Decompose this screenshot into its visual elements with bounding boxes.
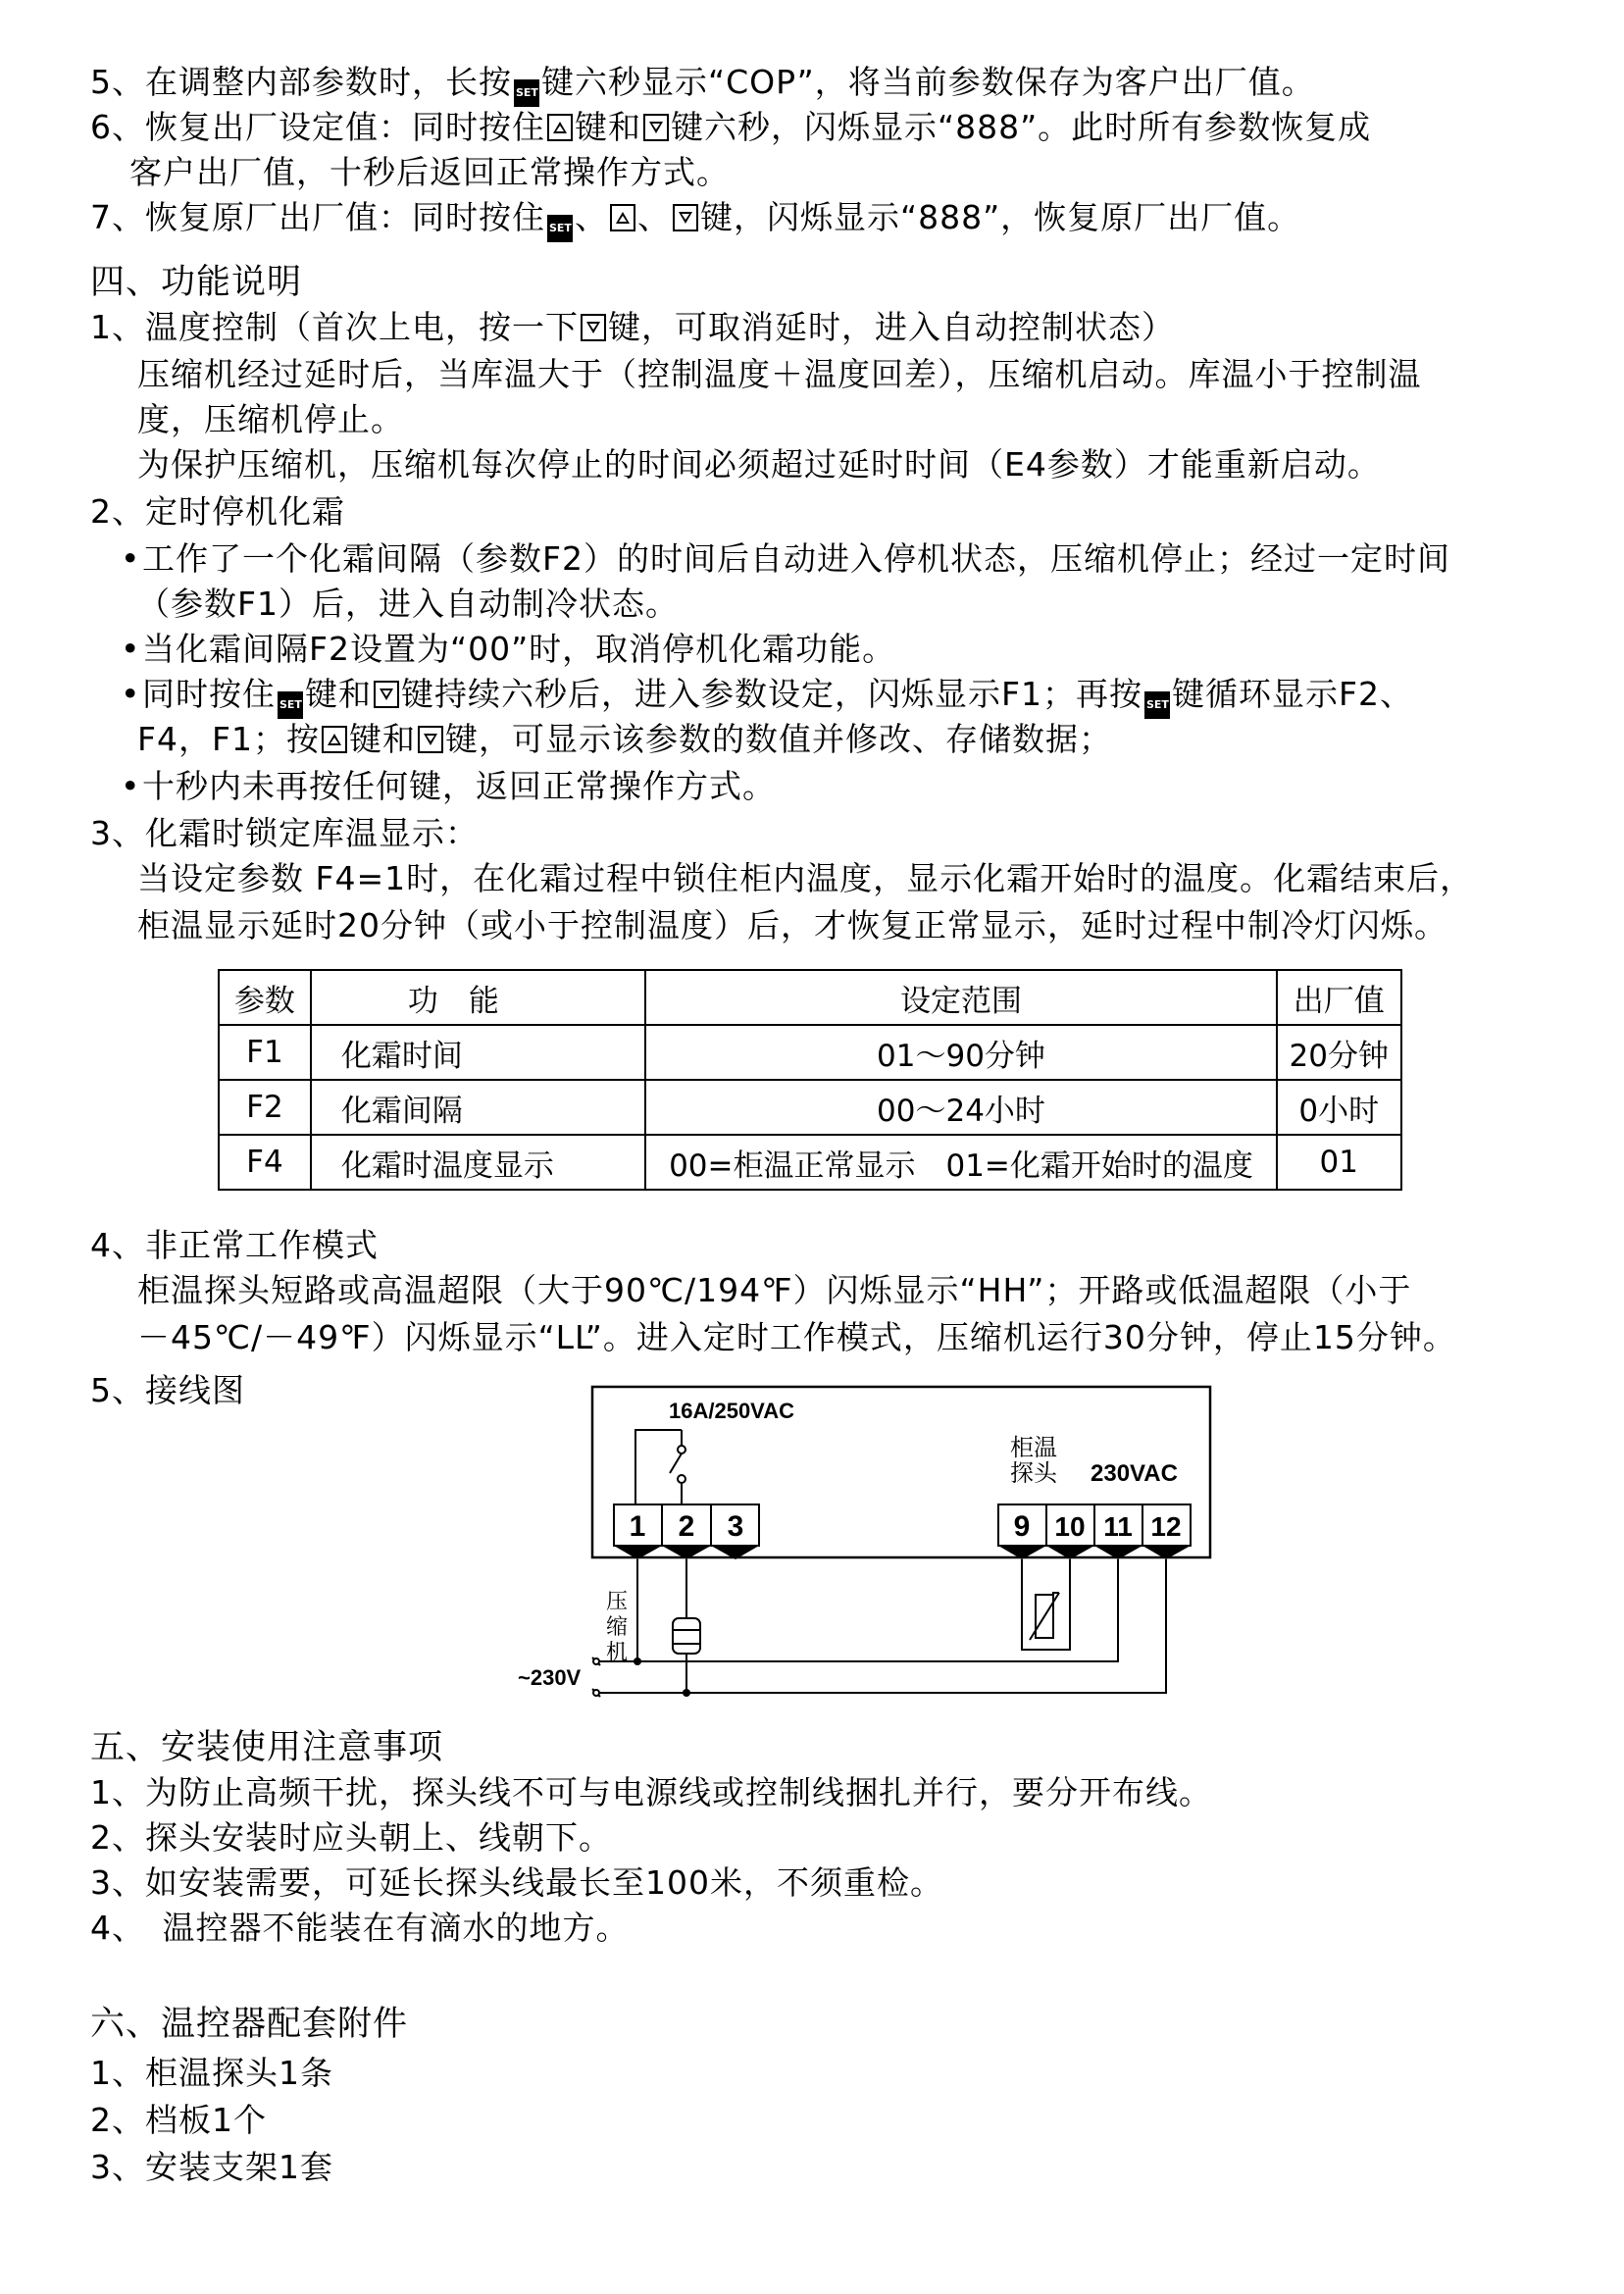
mains-voltage-label: ~230V (518, 1665, 582, 1690)
junction-dot (634, 1657, 641, 1665)
lock-display-title: 3、化霜时锁定库温显示： (90, 814, 479, 852)
table-cell: 01～90分钟 (645, 1025, 1276, 1080)
table-header: 出厂值 (1277, 970, 1401, 1025)
supply-voltage-label: 230VAC (1091, 1460, 1178, 1487)
instruction-line-5 (90, 61, 1315, 107)
probe-label: 探头 (1010, 1460, 1057, 1487)
terminal-block-right (998, 1504, 1191, 1559)
relay-contact-icon (635, 1430, 685, 1504)
table-cell: 化霜时间 (311, 1025, 646, 1080)
table-row (219, 1080, 1401, 1135)
table-header: 参数 (219, 970, 311, 1025)
line-text: 键持续六秒后，进入参数设定，闪烁显示F1；再按 (401, 675, 1142, 713)
terminal-label: 2 (678, 1510, 695, 1543)
table-cell: F1 (219, 1025, 311, 1080)
relay-rating-label: 16A/250VAC (669, 1399, 794, 1423)
up-key-icon (322, 726, 347, 753)
set-key-icon: SET (547, 215, 573, 242)
compressor-label: 压 (606, 1589, 629, 1613)
line-text: 键和 (575, 108, 641, 146)
list-item: 2、探头安装时应头朝上、线朝下。 (90, 1818, 612, 1857)
set-key-icon: SET (278, 691, 303, 719)
line-text: 键和 (348, 720, 416, 758)
down-key-icon (374, 681, 399, 708)
list-item: 3、安装支架1套 (90, 2148, 333, 2186)
line-text: 5、在调整内部参数时，长按 (90, 63, 512, 101)
line-text: 键和 (305, 675, 372, 713)
line-text: 键，闪烁显示“888”，恢复原厂出厂值。 (700, 198, 1301, 236)
line-text: 、 (637, 198, 671, 236)
down-key-icon (673, 204, 698, 231)
line-text: 键，可显示该参数的数值并修改、存储数据； (444, 720, 1112, 758)
line-text: 7、恢复原厂出厂值：同时按住 (90, 198, 545, 236)
terminal-block-left (614, 1504, 759, 1559)
bullet-item: • 当化霜间隔F2设置为“00”时，取消停机化霜功能。 (142, 628, 895, 671)
table-cell: 00～24小时 (645, 1080, 1276, 1135)
external-wires (598, 1559, 1166, 1693)
terminal-label: 1 (629, 1510, 646, 1543)
down-key-icon (418, 726, 443, 753)
section-4-heading: 四、功能说明 (90, 263, 303, 302)
list-item: 4、 温控器不能装在有滴水的地方。 (90, 1909, 630, 1947)
line-text: 6、恢复出厂设定值：同时按住 (90, 108, 545, 146)
wiring-title: 5、接线图 (90, 1371, 245, 1409)
table-cell: 00=柜温正常显示 01=化霜开始时的温度 (645, 1135, 1276, 1190)
table-cell: F4 (219, 1135, 311, 1190)
set-key-icon: SET (1144, 691, 1170, 719)
paragraph-line: －45℃/－49℉）闪烁显示“LL”。进入定时工作模式，压缩机运行30分钟，停止15分钟。 (137, 1318, 1456, 1356)
table-cell: 化霜时温度显示 (311, 1135, 646, 1190)
parameter-table (218, 969, 1402, 1191)
line-text: 键，可取消延时，进入自动控制状态） (608, 308, 1175, 346)
bullet-item: • 工作了一个化霜间隔（参数F2）的时间后自动进入停机状态，压缩机停止；经过一定时间 (142, 537, 1450, 581)
paragraph-line: （参数F1）后，进入自动制冷状态。 (137, 585, 679, 623)
line-text: 同时按住 (142, 675, 276, 713)
instruction-line-6 (90, 106, 1371, 149)
compressor-label: 缩 (606, 1614, 629, 1639)
bullet-item (142, 673, 1413, 719)
table-cell: 20分钟 (1277, 1025, 1401, 1080)
list-item: 3、如安装需要，可延长探头线最长至100米，不须重检。 (90, 1863, 943, 1902)
line-text: 、 (575, 198, 608, 236)
list-item: 2、档板1个 (90, 2101, 267, 2139)
terminal-label: 11 (1103, 1511, 1133, 1542)
table-cell: F2 (219, 1080, 311, 1135)
table-header-row (219, 970, 1401, 1025)
set-key-icon: SET (514, 79, 539, 107)
line-text: 键循环显示F2、 (1171, 675, 1413, 713)
table-cell: 0小时 (1277, 1080, 1401, 1135)
temp-control-title (90, 306, 1175, 349)
compressor-label: 机 (606, 1640, 629, 1664)
mains-terminal-icon (592, 1657, 600, 1697)
defrost-title: 2、定时停机化霜 (90, 492, 345, 531)
terminal-label: 10 (1054, 1511, 1086, 1542)
probe-label: 柜温 (1010, 1435, 1057, 1461)
paragraph-line: 度，压缩机停止。 (137, 400, 404, 438)
paragraph-line: 柜温探头短路或高温超限（大于90℃/194℉）闪烁显示“HH”；开路或低温超限（小于 (137, 1271, 1412, 1309)
probe-thermistor-icon (1030, 1593, 1059, 1640)
terminal-label: 3 (727, 1510, 744, 1543)
bullet-item: • 十秒内未再按任何键，返回正常操作方式。 (142, 765, 776, 808)
junction-dot (683, 1689, 690, 1697)
line-text: F4，F1；按 (137, 720, 320, 758)
instruction-line-6-cont: 客户出厂值，十秒后返回正常操作方式。 (129, 153, 730, 191)
paragraph-line: 压缩机经过延时后，当库温大于（控制温度＋温度回差），压缩机启动。库温小于控制温 (137, 355, 1422, 393)
line-text: 1、温度控制（首次上电，按一下 (90, 308, 579, 346)
line-text: 键六秒，闪烁显示“888”。此时所有参数恢复成 (671, 108, 1372, 146)
terminal-label: 9 (1013, 1510, 1031, 1543)
up-key-icon (610, 204, 635, 231)
table-row (219, 1025, 1401, 1080)
section-6-heading: 六、温控器配套附件 (90, 2005, 409, 2044)
list-item: 1、为防止高频干扰，探头线不可与电源线或控制线捆扎并行，要分开布线。 (90, 1773, 1212, 1811)
paragraph-line: 当设定参数 F4=1时，在化霜过程中锁住柜内温度，显示化霜开始时的温度。化霜结束后， (137, 859, 1474, 897)
line-text: 键六秒显示“COP”，将当前参数保存为客户出厂值。 (541, 63, 1315, 101)
table-cell: 化霜间隔 (311, 1080, 646, 1135)
instruction-line-7 (90, 196, 1300, 242)
table-cell: 01 (1277, 1135, 1401, 1190)
wiring-diagram (510, 1383, 1216, 1726)
table-row (219, 1135, 1401, 1190)
abnormal-mode-title: 4、非正常工作模式 (90, 1226, 379, 1264)
table-header: 设定范围 (645, 970, 1276, 1025)
terminal-label: 12 (1150, 1511, 1182, 1542)
section-5-heading: 五、安装使用注意事项 (90, 1728, 444, 1767)
down-key-icon (581, 314, 606, 341)
paragraph-line: 为保护压缩机，压缩机每次停止的时间必须超过延时时间（E4参数）才能重新启动。 (137, 445, 1381, 484)
down-key-icon (643, 114, 669, 141)
compressor-icon (673, 1618, 700, 1673)
up-key-icon (547, 114, 573, 141)
table-header: 功 能 (311, 970, 646, 1025)
paragraph-line (137, 718, 1112, 761)
list-item: 1、柜温探头1条 (90, 2054, 333, 2092)
paragraph-line: 柜温显示延时20分钟（或小于控制温度）后，才恢复正常显示，延时过程中制冷灯闪烁。 (137, 906, 1447, 944)
